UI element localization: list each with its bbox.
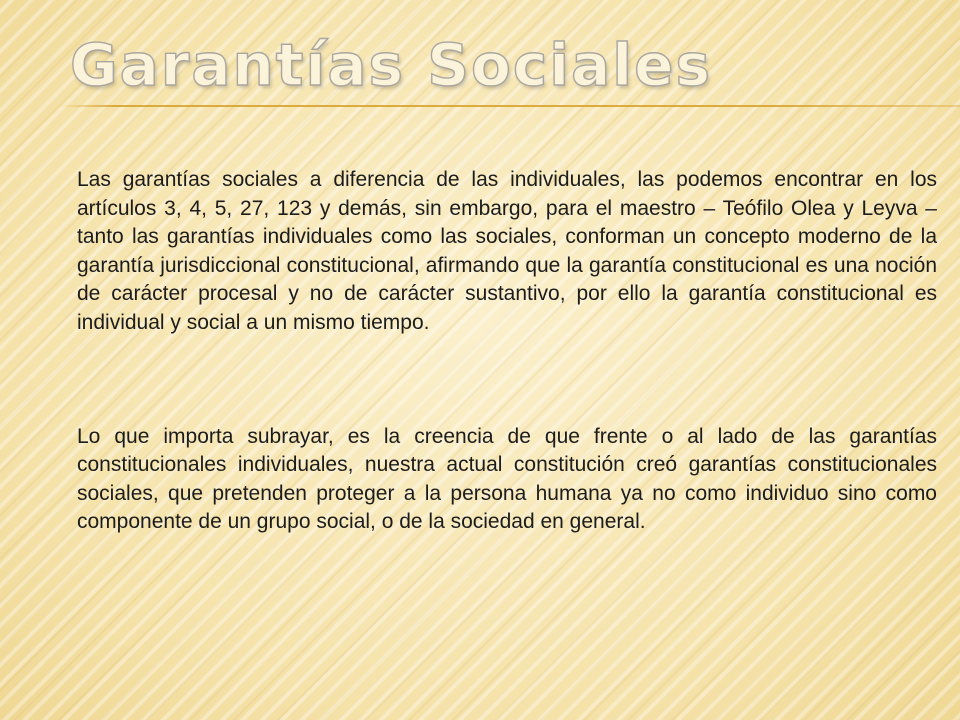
- paragraph-social-guarantees: Las garantías sociales a diferencia de las individuales, las podemos encontrar en los artículos 3, 4, 5, 27, 123 y demás, sin embargo, para el maestro – Teófilo Olea y Leyva – tanto las garantías individuales como las sociales, conforman un concepto moderno de la garantía jurisdiccional constitucional, afirmando que la garantía constitucional es una noción de carácter procesal y no de carácter sustantivo, por ello la garantía constitucional es individual y social a un mismo tiempo.: [77, 168, 937, 334]
- title-divider: [60, 105, 960, 107]
- paragraph-constitutional-guarantees: Lo que importa subrayar, es la creencia de que frente o al lado de las garantías constitucionales individuales, nuestra actual constitución creó garantías constitucionales sociales, que pretenden proteger a la persona humana ya no como individuo sino como componente de un grupo social, o de la sociedad en general.: [77, 424, 937, 534]
- slide-body: [77, 166, 937, 537]
- slide-title: Garantías Sociales: [70, 31, 712, 99]
